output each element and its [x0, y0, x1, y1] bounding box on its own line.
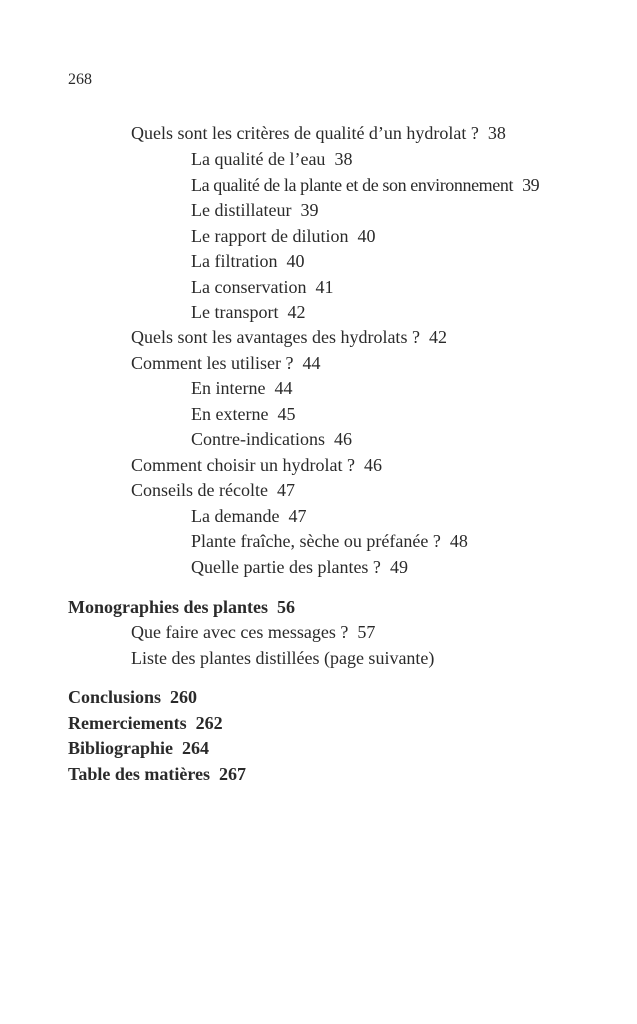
toc-entry-page: 46 — [333, 429, 352, 449]
toc-entry-page: 38 — [334, 149, 353, 169]
toc-entry — [131, 647, 434, 669]
toc-section-page: 262 — [195, 713, 223, 733]
toc-entry-page: 57 — [357, 622, 376, 642]
toc-section-title: Conclusions — [68, 687, 162, 707]
toc-entry — [191, 377, 292, 399]
toc-entry — [131, 479, 295, 501]
toc-entry-page: 42 — [428, 327, 447, 347]
toc-section-page: 260 — [170, 687, 198, 707]
toc-entry-title: Liste des plantes distillées (page suivante) — [131, 648, 435, 668]
toc-entry — [191, 428, 352, 450]
toc-entry-title: Quelle partie des plantes ? — [191, 557, 381, 577]
toc-entry-page: 49 — [389, 557, 408, 577]
toc-entry — [191, 250, 304, 272]
toc-entry — [191, 276, 333, 298]
toc-section-title: Table des matières — [68, 764, 210, 784]
toc-section-title: Bibliographie — [68, 738, 174, 758]
toc-entry — [191, 530, 468, 552]
toc-entry-title: Quels sont les critères de qualité d’un hydrolat ? — [131, 123, 479, 143]
toc-entry-title: La qualité de la plante et de son environnement — [191, 175, 514, 195]
toc-entry-page: 39 — [300, 200, 319, 220]
toc-entry — [131, 352, 320, 374]
toc-entry-title: Que faire avec ces messages ? — [131, 622, 349, 642]
toc-entry-title: Quels sont les avantages des hydrolats ? — [131, 327, 420, 347]
toc-entry — [191, 174, 539, 196]
toc-section-title: Remerciements — [68, 713, 187, 733]
toc-entry-title: Comment choisir un hydrolat ? — [131, 455, 355, 475]
toc-section-page: 264 — [182, 738, 210, 758]
toc-entry-page: 47 — [288, 506, 307, 526]
toc-entry — [191, 556, 408, 578]
toc-entry-title: Le transport — [191, 302, 279, 322]
toc-entry — [191, 403, 295, 425]
toc-entry-title: Le rapport de dilution — [191, 226, 349, 246]
toc-entry-page: 38 — [487, 123, 506, 143]
page-number: 268 — [68, 71, 92, 88]
toc-entry — [191, 199, 318, 221]
toc-entry — [131, 621, 375, 643]
toc-entry-page: 45 — [277, 404, 296, 424]
toc-entry — [191, 301, 305, 323]
toc-entry-title: Plante fraîche, sèche ou préfanée ? — [191, 531, 441, 551]
toc-section-heading — [68, 763, 246, 785]
toc-entry — [191, 148, 352, 170]
toc-entry-title: Le distillateur — [191, 200, 292, 220]
toc-section-title: Monographies des plantes — [68, 597, 269, 617]
toc-section-page: 56 — [277, 597, 296, 617]
toc-section-page: 267 — [219, 764, 246, 784]
toc-entry-page: 46 — [363, 455, 382, 475]
toc-entry-page: 47 — [276, 480, 295, 500]
toc-entry-title: Comment les utiliser ? — [131, 353, 294, 373]
toc-section-heading — [68, 596, 295, 618]
toc-entry — [131, 454, 382, 476]
toc-entry-page: 44 — [274, 378, 293, 398]
toc-entry-page: 39 — [522, 175, 540, 195]
toc-entry-title: La conservation — [191, 277, 307, 297]
toc-entry — [131, 122, 506, 144]
toc-entry-title: La demande — [191, 506, 280, 526]
toc-entry-title: La filtration — [191, 251, 278, 271]
toc-entry-page: 44 — [302, 353, 321, 373]
toc-entry — [191, 225, 375, 247]
toc-section-heading — [68, 712, 223, 734]
toc-entry — [131, 326, 447, 348]
toc-entry-page: 40 — [286, 251, 305, 271]
toc-entry-page: 48 — [449, 531, 468, 551]
toc-entry-page: 41 — [315, 277, 334, 297]
toc-entry-title: Conseils de récolte — [131, 480, 268, 500]
toc-entry-title: En externe — [191, 404, 269, 424]
toc-section-heading — [68, 686, 197, 708]
toc-entry-page: 40 — [357, 226, 376, 246]
toc-entry-title: La qualité de l’eau — [191, 149, 326, 169]
toc-entry-page: 42 — [287, 302, 306, 322]
toc-entry — [191, 505, 306, 527]
toc-section-heading — [68, 737, 209, 759]
toc-entry-title: En interne — [191, 378, 266, 398]
toc-entry-title: Contre-indications — [191, 429, 325, 449]
